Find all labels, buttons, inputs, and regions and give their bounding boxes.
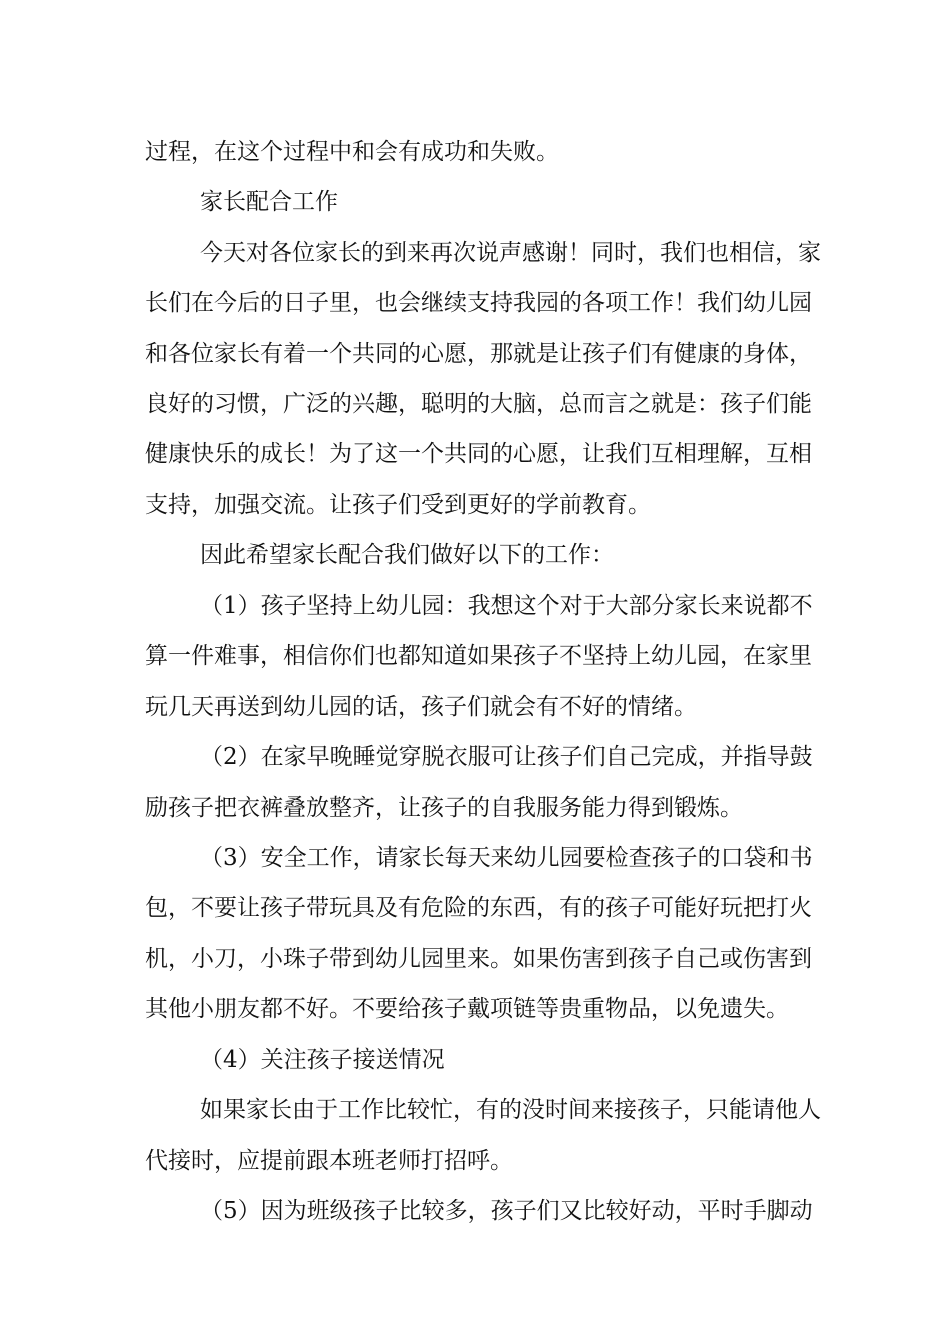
text-line: 健康快乐的成长！为了这一个共同的心愿，让我们互相理解，互相 [145, 441, 812, 467]
text-line: 玩几天再送到幼儿园的话，孩子们就会有不好的情绪。 [145, 694, 697, 720]
text-line: 代接时，应提前跟本班老师打招呼。 [145, 1148, 513, 1174]
text-line: 其他小朋友都不好。不要给孩子戴项链等贵重物品，以免遗失。 [145, 996, 789, 1022]
section-heading: 家长配合工作 [200, 189, 338, 215]
text-line: 包，不要让孩子带玩具及有危险的东西，有的孩子可能好玩把打火 [145, 895, 812, 921]
text-line: 和各位家长有着一个共同的心愿，那就是让孩子们有健康的身体， [145, 341, 812, 367]
text-line: 良好的习惯，广泛的兴趣，聪明的大脑，总而言之就是：孩子们能 [145, 391, 812, 417]
text-line: 因此希望家长配合我们做好以下的工作： [200, 542, 614, 568]
text-line: 励孩子把衣裤叠放整齐，让孩子的自我服务能力得到锻炼。 [145, 795, 743, 821]
text-line: 机，小刀，小珠子带到幼儿园里来。如果伤害到孩子自己或伤害到 [145, 946, 812, 972]
list-item-2: （2）在家早晚睡觉穿脱衣服可让孩子们自己完成，并指导鼓 [200, 744, 813, 770]
list-item-1: （1）孩子坚持上幼儿园：我想这个对于大部分家长来说都不 [200, 593, 813, 619]
list-item-3: （3）安全工作，请家长每天来幼儿园要检查孩子的口袋和书 [200, 845, 813, 871]
text-line: 如果家长由于工作比较忙，有的没时间来接孩子，只能请他人 [200, 1097, 821, 1123]
list-item-5: （5）因为班级孩子比较多，孩子们又比较好动，平时手脚动 [200, 1198, 813, 1224]
text-line: 长们在今后的日子里，也会继续支持我园的各项工作！我们幼儿园 [145, 290, 812, 316]
text-line: 支持，加强交流。让孩子们受到更好的学前教育。 [145, 492, 651, 518]
text-line: 今天对各位家长的到来再次说声感谢！同时，我们也相信，家 [200, 240, 821, 266]
text-line: 算一件难事，相信你们也都知道如果孩子不坚持上幼儿园，在家里 [145, 643, 812, 669]
text-line: 过程，在这个过程中和会有成功和失败。 [145, 139, 559, 165]
list-item-4: （4）关注孩子接送情况 [200, 1047, 445, 1073]
